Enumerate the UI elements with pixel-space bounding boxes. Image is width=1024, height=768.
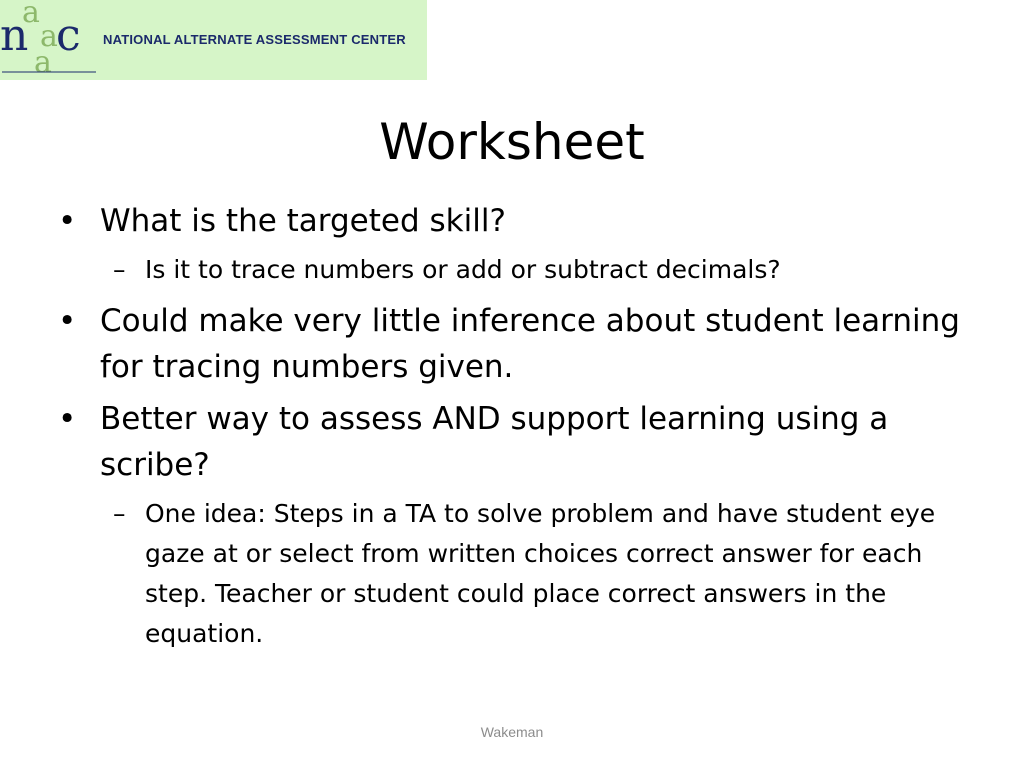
sub-bullet-item (58, 250, 978, 290)
logo-banner (0, 0, 427, 80)
svg-text:a: a (34, 45, 52, 80)
dash-icon: – (113, 255, 126, 284)
organization-name: NATIONAL ALTERNATE ASSESSMENT CENTER (103, 32, 406, 47)
sub-bullet-item (58, 494, 978, 654)
svg-text:a: a (22, 0, 40, 30)
sub-bullet-text: Is it to trace numbers or add or subtract decimals? (145, 255, 781, 284)
bullet-item (58, 396, 978, 488)
svg-text:c: c (56, 10, 81, 61)
naac-logo-icon (0, 0, 100, 80)
bullet-icon: • (58, 401, 77, 437)
svg-text:n: n (0, 10, 29, 61)
bullet-item (58, 198, 978, 244)
bullet-icon: • (58, 303, 77, 339)
sub-bullet-text: One idea: Steps in a TA to solve problem and have student eye gaze at or select from written choices correct answer for each step. Teacher or student could place correct answers in the equation. (145, 499, 936, 648)
bullet-list (58, 198, 978, 662)
bullet-text: Better way to assess AND support learning using a scribe? (100, 401, 889, 483)
bullet-icon: • (58, 203, 77, 239)
bullet-text: What is the targeted skill? (100, 203, 506, 239)
slide-title: Worksheet (379, 113, 645, 171)
bullet-item (58, 298, 978, 390)
dash-icon: – (113, 499, 126, 528)
svg-text:a: a (40, 19, 58, 54)
bullet-text: Could make very little inference about student learning for tracing numbers given. (100, 303, 960, 385)
footer-author: Wakeman (480, 724, 544, 740)
